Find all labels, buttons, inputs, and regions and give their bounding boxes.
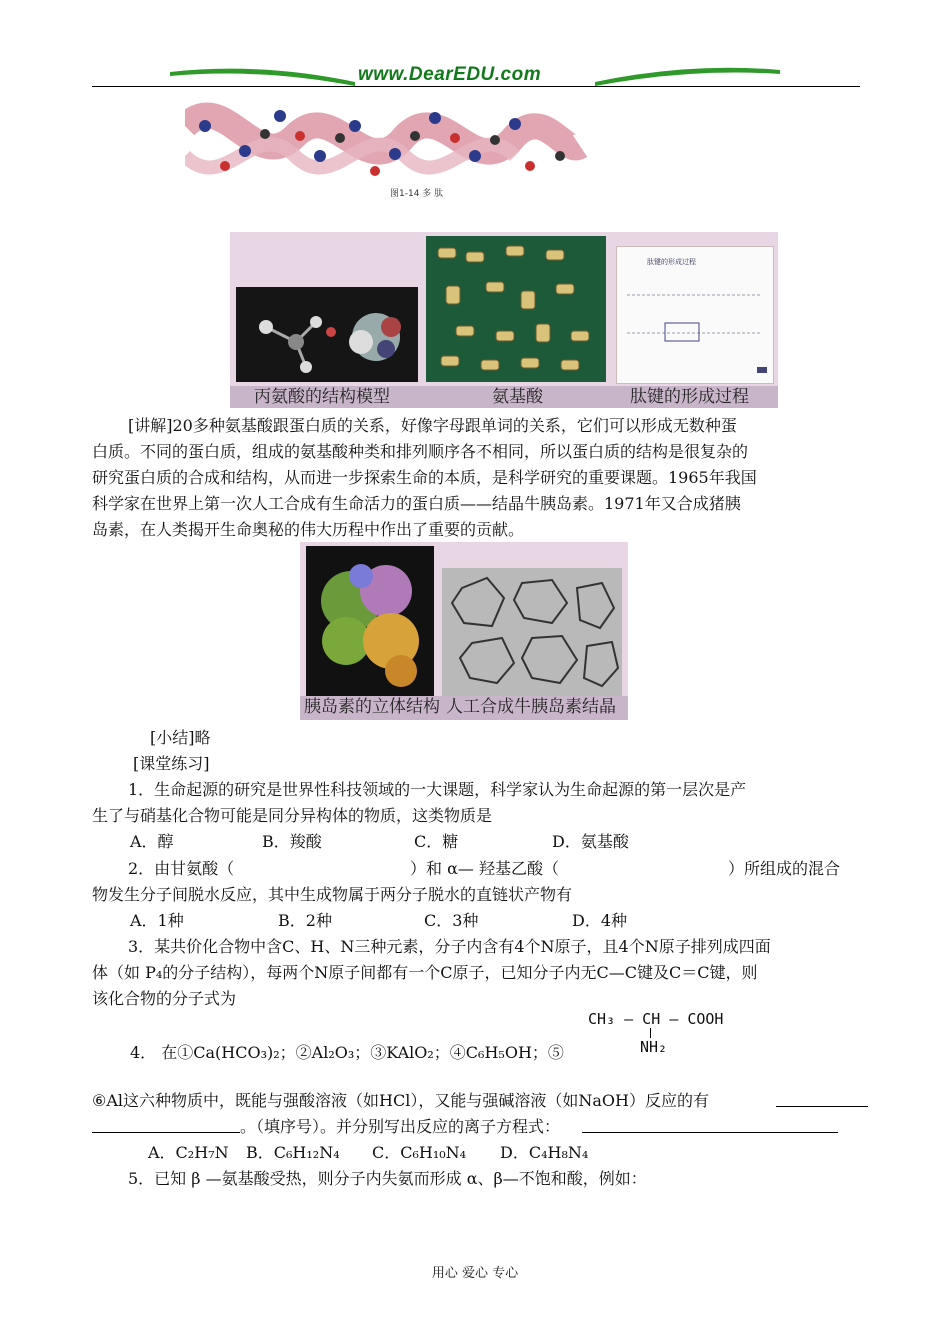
peptide-bond-slide-image — [616, 246, 774, 384]
q1-line-2: 生了与硝基化合物可能是同分异构体的物质，这类物质是 — [92, 806, 493, 825]
lecture-line-5: 岛素，在人类揭开生命奥秘的伟大历程中作出了重要的贡献。 — [92, 520, 525, 539]
q2-option-b: B．2种 — [278, 911, 332, 930]
page-footer: 用心 爱心 专心 — [431, 1266, 519, 1281]
q1-option-d: D．氨基酸 — [552, 832, 629, 851]
figure2-caption-bar — [230, 386, 778, 408]
site-logo-text: www.DearEDU.com — [358, 64, 542, 85]
q2-option-c: C．3种 — [424, 911, 479, 930]
q4-line-3: 。（填序号）。并分别写出反应的离子方程式： — [240, 1117, 561, 1136]
q2-option-a: A．1种 — [130, 911, 184, 930]
polypeptide-image — [185, 96, 600, 208]
q5-line: 5．已知 β —氨基酸受热，则分子内失氨而形成 α、β—不饱和酸，例如： — [128, 1169, 647, 1188]
q1-option-a: A．醇 — [130, 832, 174, 851]
q3-option-a: A．C₂H₇N — [148, 1143, 229, 1162]
caption-amino-acid: 氨基酸 — [492, 387, 543, 407]
q3-option-b: B．C₆H₁₂N₄ — [246, 1143, 340, 1162]
insulin-crystal-image — [442, 568, 622, 696]
q4-answer-blank-2[interactable] — [582, 1132, 838, 1133]
caption-alanine: 丙氨酸的结构模型 — [254, 387, 390, 407]
q1-line-1: 1．生命起源的研究是世界性科技领域的一大课题，科学家认为生命起源的第一层次是产 — [128, 780, 747, 799]
caption-insulin-structure: 胰岛素的立体结构 — [304, 697, 440, 717]
lecture-line-3: 研究蛋白质的合成和结构，从而进一步探索生命的本质，是科学研究的重要课题。1965年我国 — [92, 468, 757, 487]
q2-option-d: D．4种 — [572, 911, 628, 930]
q1-option-c: C．糖 — [414, 832, 459, 851]
lecture-line-4: 科学家在世界上第一次人工合成有生命活力的蛋白质——结晶牛胰岛素。1971年又合成猪胰 — [92, 494, 741, 513]
q2-line-2: 物发生分子间脱水反应，其中生成物属于两分子脱水的直链状产物有 — [92, 885, 573, 904]
formula-bond — [650, 1028, 651, 1038]
caption-peptide-bond: 肽键的形成过程 — [630, 387, 749, 407]
q4-answer-blank-1b[interactable] — [92, 1132, 240, 1133]
q1-option-b: B．羧酸 — [262, 832, 322, 851]
lecture-line-2: 白质。不同的蛋白质，组成的氨基酸种类和排列顺序各不相同，所以蛋白质的结构是很复杂的 — [92, 442, 749, 461]
q3-option-c: C．C₆H₁₀N₄ — [372, 1143, 467, 1162]
q4-line-2: ⑥Al这六种物质中，既能与强酸溶液（如HCl），又能与强碱溶液（如NaOH）反应的有 — [92, 1091, 709, 1110]
q3-line-2: 体（如 P₄的分子结构），每两个N原子间都有一个C原子，已知分子内无C—C键及C＝C键，则 — [92, 963, 758, 982]
header-rule — [92, 86, 860, 87]
figure3-caption-bar — [300, 696, 628, 720]
q4-line-1: 4． 在①Ca(HCO₃)₂；②Al₂O₃；③KAlO₂；④C₆H₅OH；⑤ — [130, 1043, 564, 1062]
q4-answer-blank-1a[interactable] — [776, 1106, 868, 1107]
figure-insulin — [300, 542, 628, 720]
q3-option-d: D．C₄H₈N₄ — [500, 1143, 589, 1162]
alanine-model-image — [236, 287, 418, 382]
q3-line-3: 该化合物的分子式为 — [92, 989, 237, 1008]
summary-text: [小结]略 — [150, 728, 211, 747]
caption-insulin-crystal: 人工合成牛胰岛素结晶 — [446, 697, 616, 717]
alanine-formula-top: CH₃ — CH — COOH — [588, 1010, 724, 1028]
lecture-line-1: [讲解]20多种氨基酸跟蛋白质的关系，好像字母跟单词的关系，它们可以形成无数种蛋 — [128, 416, 737, 435]
amino-acid-image — [426, 236, 606, 382]
q2-line-1c: ）所组成的混合 — [728, 859, 841, 878]
alanine-formula-bottom: NH₂ — [640, 1038, 668, 1056]
q2-line-1b: ）和 α— 羟基乙酸（ — [410, 859, 559, 878]
slide-title: 肽键的形成过程 — [647, 258, 696, 266]
figure-polypeptide — [185, 96, 600, 208]
polypeptide-caption: 图1-14 多 肽 — [390, 189, 444, 199]
exercise-heading: [课堂练习] — [133, 754, 210, 773]
q3-line-1: 3．某共价化合物中含C、H、N三种元素，分子内含有4个N原子，且4个N原子排列成四面 — [128, 937, 771, 956]
figure-amino-acid — [230, 232, 778, 408]
q2-line-1a: 2．由甘氨酸（ — [128, 859, 235, 878]
insulin-structure-image — [306, 546, 434, 696]
